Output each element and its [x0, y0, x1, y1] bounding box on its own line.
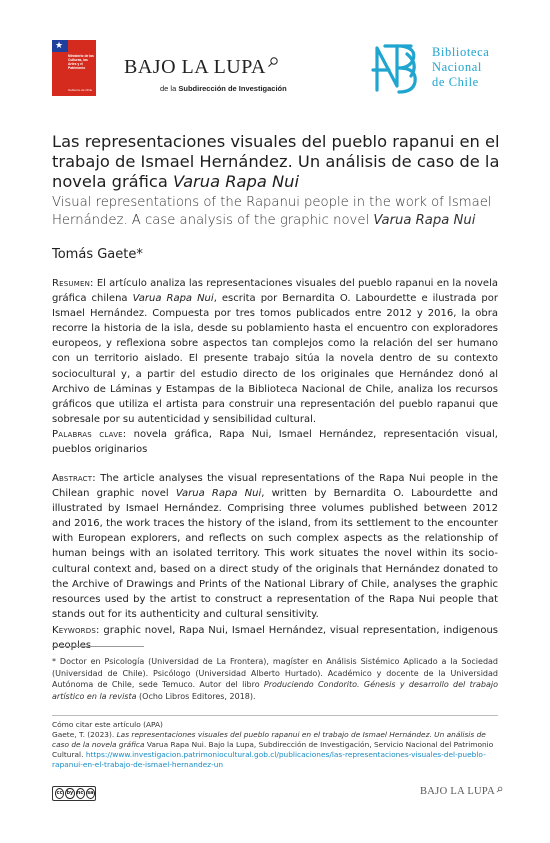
- resumen-paragraph: Resumen: El artículo analiza las representaciones visuales del pueblo rapanui en la novela gráfica chilena Varua Rapa Nui, escrita por Bernardita O. Labourdette e ilustrada por Ismael Hernández. Compuesta por tres tomos publicados entre 2012 y 2016, la obra recorre la historia de la isla, desde su poblamiento hasta el encuentro con exploradores europeos, y reflexiona sobre aspectos tan complejos como la relación del ser humano con un territorio aislado. El presente trabajo sitúa la novela dentro de su contexto sociocultural y, a partir del estudio directo de los originales que Hernández donó al Archivo de Láminas y Estampas de la Biblioteca Nacional de Chile, analiza los recursos gráficos que utiliza el artista para construir una representación del pueblo rapanui que sobresale por su autenticidad y sensibilidad cultural.: [52, 278, 498, 425]
- gov-logo-text: Ministerio de las Culturas, las Artes y el Patrimonio: [68, 54, 94, 70]
- citation-divider: [52, 715, 498, 716]
- keywords-label: Keywords:: [52, 625, 100, 636]
- title-english: Visual representations of the Rapanui people in the work of Ismael Hernández. A case analysis of the graphic novel Varua Rapa Nui: [52, 195, 492, 228]
- abstract-paragraph: Abstract: The article analyses the visual representations of the Rapa Nui people in the Chilean graphic novel Varua Rapa Nui, written by Bernardita O. Labourdette and illustrated by Ismael Hernández. Comprising three volumes published between 2012 and 2016, the work traces the history of the island, from its settlement to the encounter with European explorers, and reflects on such complex aspects as the relationship of human beings with an isolated territory. This work situates the novel within its socio-cultural context and, based on a direct study of the originals that Hernández donated to the Archive of Drawings and Prints of the National Library of Chile, analyses the graphic resources used by the artist to construct a representation of the Rapa Nui people that stands out for its authenticity and cultural sensitivity.: [52, 473, 498, 620]
- title-spanish: Las representaciones visuales del pueblo rapanui en el trabajo de Ismael Hernández. Un análisis de caso de la novela gráfica Varua Rapa Nui: [52, 132, 500, 191]
- star-icon: ★: [55, 41, 64, 51]
- palabras-clave-label: Palabras clave:: [52, 429, 127, 440]
- author-footnote: * Doctor en Psicología (Universidad de La Frontera), magíster en Análisis Sistémico Aplicado a la Sociedad (Universidad de Chile). Psicólogo (Universidad Alberto Hurtado). Académico y docente de la Universidad Autónoma de Chile, sede Temuco. Autor del libro Produciendo Condorito. Génesis y desarrollo del trabajo artístico en la revista (Ocho Libros Editores, 2018).: [52, 657, 499, 701]
- nc-icon: nc: [76, 788, 85, 799]
- citation-link[interactable]: https://www.investigacion.patrimoniocultural.gob.cl/publicaciones/las-representaciones-visuales-del-pueblo-rapanui-en-el-trabajo-de-ismael-hernandez-un: [52, 750, 486, 769]
- footer-brand: BAJO LA LUPA: [420, 786, 503, 797]
- brand-subtitle: de la Subdirección de Investigación: [160, 84, 287, 93]
- footnote-divider: [52, 646, 144, 647]
- citation-block: Cómo citar este artículo (APA) Gaete, T. (2023). Las representaciones visuales del pueblo rapanui en el trabajo de Ismael Hernández. Un análisis de caso de la novela gráfica Varua Rapa Nui. Bajo la Lupa, Subdirección de Investigación, Servicio Nacional del Patrimonio Cultural. https://www.investigacion.patrimoniocultural.gob.cl/publicaciones/las-representaciones-visuales-del-pueblo-rapanui-en-el-trabajo-de-ismael-hernandez-un: [52, 720, 498, 770]
- brand-title: BAJO LA LUPA: [124, 56, 279, 79]
- resumen-label: Resumen:: [52, 278, 94, 289]
- sa-icon: sa: [86, 788, 95, 799]
- gov-logo-sub: Gobierno de Chile: [68, 88, 93, 92]
- by-icon: by: [65, 788, 74, 799]
- cc-icon: cc: [55, 788, 64, 799]
- citation-heading: Cómo citar este artículo (APA): [52, 720, 163, 729]
- creative-commons-badge[interactable]: [52, 786, 96, 801]
- library-name: Biblioteca Nacional de Chile: [432, 45, 490, 89]
- library-monogram-icon: [371, 40, 423, 96]
- abstract-label: Abstract:: [52, 473, 96, 484]
- magnifier-icon: [496, 786, 503, 793]
- keywords-paragraph: Keywords: graphic novel, Rapa Nui, Ismael Hernández, visual representation, indigenous peoples: [52, 625, 498, 652]
- government-logo: [52, 40, 96, 96]
- author-name: Tomás Gaete*: [52, 247, 143, 262]
- magnifier-icon: [267, 56, 279, 68]
- palabras-clave-paragraph: Palabras clave: novela gráfica, Rapa Nui, Ismael Hernández, representación visual, pueblos originarios: [52, 429, 498, 456]
